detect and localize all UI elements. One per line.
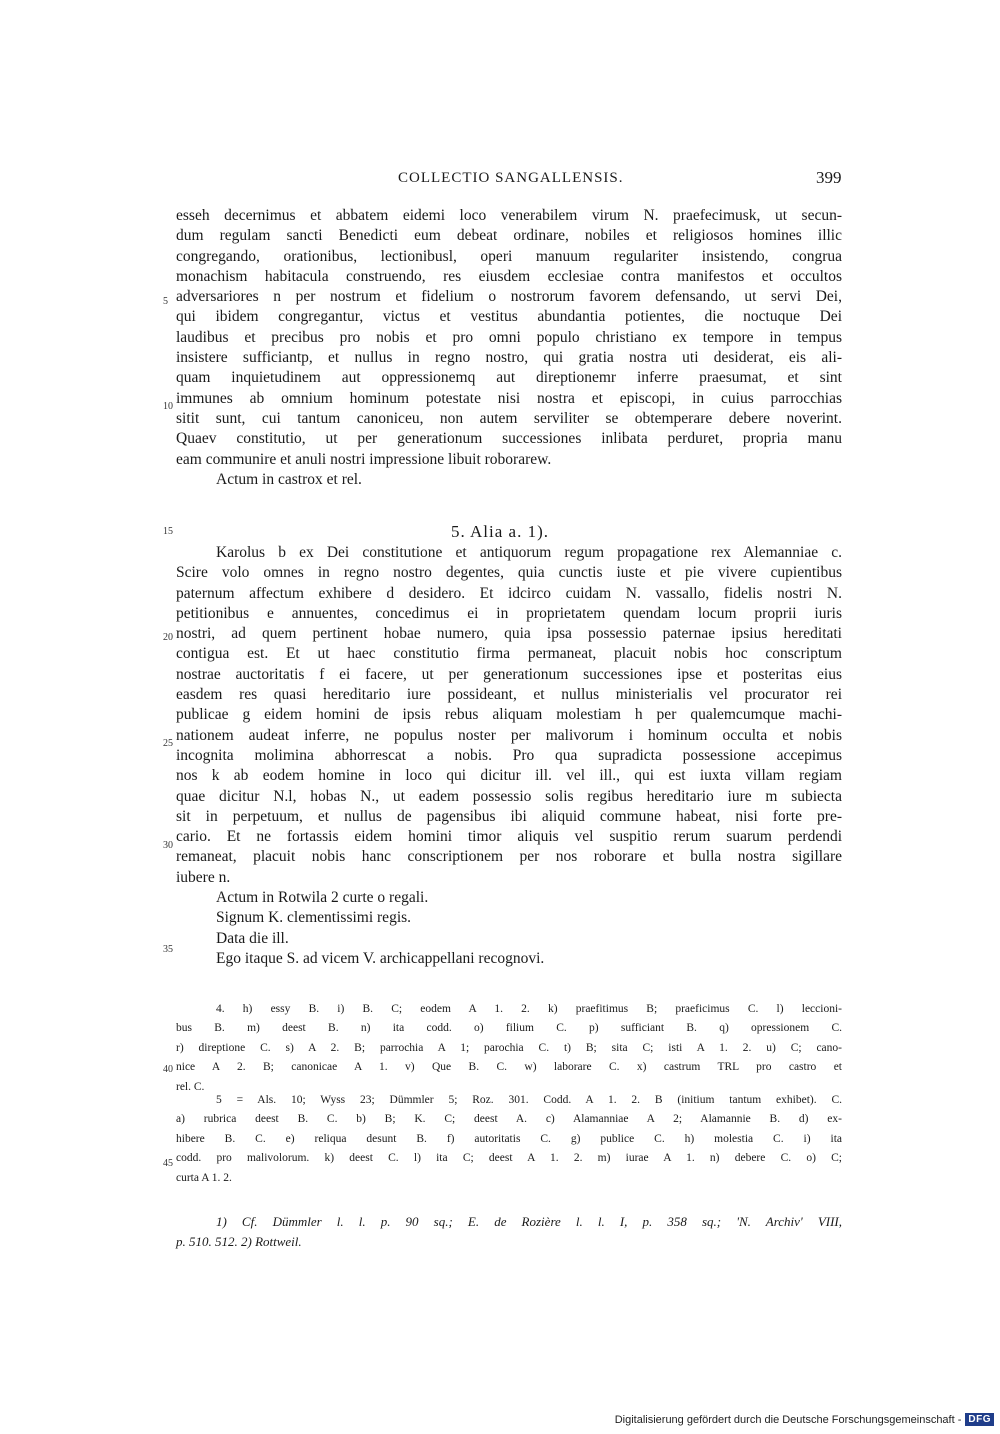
text-line: Actum in Rotwila 2 curte o regali.	[216, 889, 429, 907]
line-number: 45	[163, 1158, 173, 1169]
note-line: hibere B. C. e) reliqua desunt B. f) autoritatis C. g) publice C. h) molestia C. i) ita	[176, 1132, 842, 1145]
digitization-banner	[615, 1413, 994, 1426]
text-line: nos k ab eodem homine in loco qui dicitur ill. vel ill., qui est iuxta villam regiam	[176, 767, 842, 785]
text-line: Actum in castrox et rel.	[216, 470, 362, 488]
text-line: quam inquietudinem aut oppressionemq aut direptionemr inferre praesumat, et sint	[176, 369, 842, 387]
line-number: 10	[163, 401, 173, 412]
text-line: qui ibidem congregantur, victus et vestitus abundantia potientes, die noctuque Dei	[176, 308, 842, 326]
text-line: laudibus et precibus pro nobis et pro omni populo christiano ex tempore in tempus	[176, 328, 842, 346]
text-line: easdem res quasi hereditario iure possideant, et nullus ministerialis vel procurator rei	[176, 686, 842, 704]
dfg-logo-icon: DFG	[965, 1413, 994, 1426]
text-line: contigua est. Et ut haec constitutio firma permaneat, placuit nobis hoc conscriptum	[176, 645, 842, 663]
text-line: nostrae auctoritatis f ei facere, ut per generationum successiones ipse et posteritas eius	[176, 665, 842, 683]
text-line: Data die ill.	[216, 929, 289, 947]
text-line: sitit sunt, cui tantum canoniceu, non autem serviliter se obtemperare debere noverint.	[176, 409, 842, 427]
text-line: Quaev constitutio, ut per generationum successiones inlibata perduret, propria manu	[176, 430, 842, 448]
note-line: curta A 1. 2.	[176, 1171, 232, 1184]
line-number: 15	[163, 526, 173, 537]
section-heading: 5. Alia a. 1).	[450, 522, 550, 541]
text-line: adversariores n per nostrum et fidelium o nostrorum favorem defensando, ut servi Dei,	[176, 288, 842, 306]
text-line: immunes ab omnium hominum potestate nisi nostra et episcopi, in cuius parrocchias	[176, 389, 842, 407]
footnote-line: p. 510. 512. 2) Rottweil.	[176, 1234, 302, 1249]
text-line: cario. Et ne fortassis eidem homini timor aliquis vel suspitio rerum suarum perdendi	[176, 828, 842, 846]
text-line: nationem audeat inferre, ne populus noster per malivorum i hominum occulta et nobis	[176, 726, 842, 744]
text-line: monachism habitacula construendo, res eiusdem ecclesiae contra manifestos et occultos	[176, 267, 842, 285]
page-number: 399	[816, 168, 842, 187]
text-line: petitionibus e annuentes, concedimus ei in proprietatem quendam locum proprii iuris	[176, 604, 842, 622]
line-number: 5	[163, 296, 168, 307]
text-line: remaneat, placuit nobis hanc conscriptionem per nos roborare et bulla nostra sigillare	[176, 848, 842, 866]
text-line: esseh decernimus et abbatem eidemi loco venerabilem virum N. praefecimusk, ut secun-	[176, 207, 842, 224]
note-line: nice A 2. B; canonicae A 1. v) Que B. C. w) laborare C. x) castrum TRL pro castro et	[176, 1061, 842, 1074]
line-number: 40	[163, 1064, 173, 1075]
note-line: a) rubrica deest B. C. b) B; K. C; deest A. c) Alamanniae A 2; Alamannie B. d) ex-	[176, 1113, 842, 1126]
note-line: 4. h) essy B. i) B. C; eodem A 1. 2. k) praefitimus B; praeficimus C. l) leccioni-	[216, 1003, 842, 1015]
footnote-line: 1) Cf. Dümmler l. l. p. 90 sq.; E. de Rozière l. l. I, p. 358 sq.; 'N. Archiv' VIII,	[216, 1214, 842, 1229]
line-number: 25	[163, 738, 173, 749]
line-number: 35	[163, 944, 173, 955]
text-line: Signum K. clementissimi regis.	[216, 909, 412, 927]
body-text-bottom	[176, 543, 842, 969]
banner-text: Digitalisierung gefördert durch die Deutsche Forschungsgemeinschaft -	[614, 1413, 962, 1426]
text-line: publicae g eidem homini de ipsis rebus aliquam molestiam h per qualemcumque machi-	[176, 706, 842, 724]
text-line: congregando, orationibus, lectionibusl, operi manuum regulariter insistendo, congrua	[176, 247, 842, 265]
text-line: dum regulam sancti Benedicti eum debeat ordinare, nobiles et religiosos homines illic	[176, 227, 842, 245]
note-line: rel. C.	[176, 1080, 205, 1093]
text-line: nostri, ad quem pertinent hobae numero, quia ipsa possessio paternae ipsius hereditati	[176, 625, 842, 643]
note-line: 5 = Als. 10; Wyss 23; Dümmler 5; Roz. 301. Codd. A 1. 2. B (initium tantum exhibet). C.	[216, 1094, 842, 1106]
text-line: Ego itaque S. ad vicem V. archicappellani recognovi.	[216, 949, 545, 967]
text-line: Scire volo omnes in regno nostro degentes, quia cunctis iuste et pie vivere cupientibus	[176, 564, 842, 582]
running-title: COLLECTIO SANGALLENSIS.	[398, 170, 624, 186]
text-line: sit in perpetuum, et nullus de pagensibus ibi aliquid commune habeat, nisi forte pre-	[176, 807, 842, 825]
line-number: 30	[163, 840, 173, 851]
line-number: 20	[163, 632, 173, 643]
apparatus-notes-5	[176, 1091, 842, 1188]
note-line: r) direptione C. s) A 2. B; parrochia A 1; parochia C. t) B; sita C; isti A 1. 2. u) C; cano-	[176, 1041, 842, 1054]
text-line: Karolus b ex Dei constitutione et antiquorum regum propagatione rex Alemanniae c.	[216, 544, 842, 561]
footnotes	[176, 1212, 842, 1252]
note-line: bus B. m) deest B. n) ita codd. o) filium C. p) sufficiant B. q) opressionem C.	[176, 1022, 842, 1035]
text-line: eam communire et anuli nostri impressione libuit roborarew.	[176, 450, 552, 468]
text-line: paternum affectum exhibere d desidero. Et idcirco cuidam N. vassallo, fidelis nostri N.	[176, 584, 842, 602]
body-text-top	[176, 206, 842, 490]
text-line: iubere n.	[176, 868, 231, 886]
text-line: incognita molimina abhorrescat a nobis. Pro qua supradicta possessione accepimus	[176, 746, 842, 764]
apparatus-notes-4	[176, 1000, 842, 1097]
text-line: insistere sufficiantp, et nullus in regno nostro, qui gratia nostra uti desiderat, eis ali-	[176, 349, 842, 367]
note-line: codd. pro malivolorum. k) deest C. l) ita C; deest A 1. 2. m) iurae A 1. n) debere C. o) C;	[176, 1152, 842, 1165]
text-line: quae dicitur N.l, hobas N., ut eadem possessio solis regibus hereditario iure m subiecta	[176, 787, 842, 805]
